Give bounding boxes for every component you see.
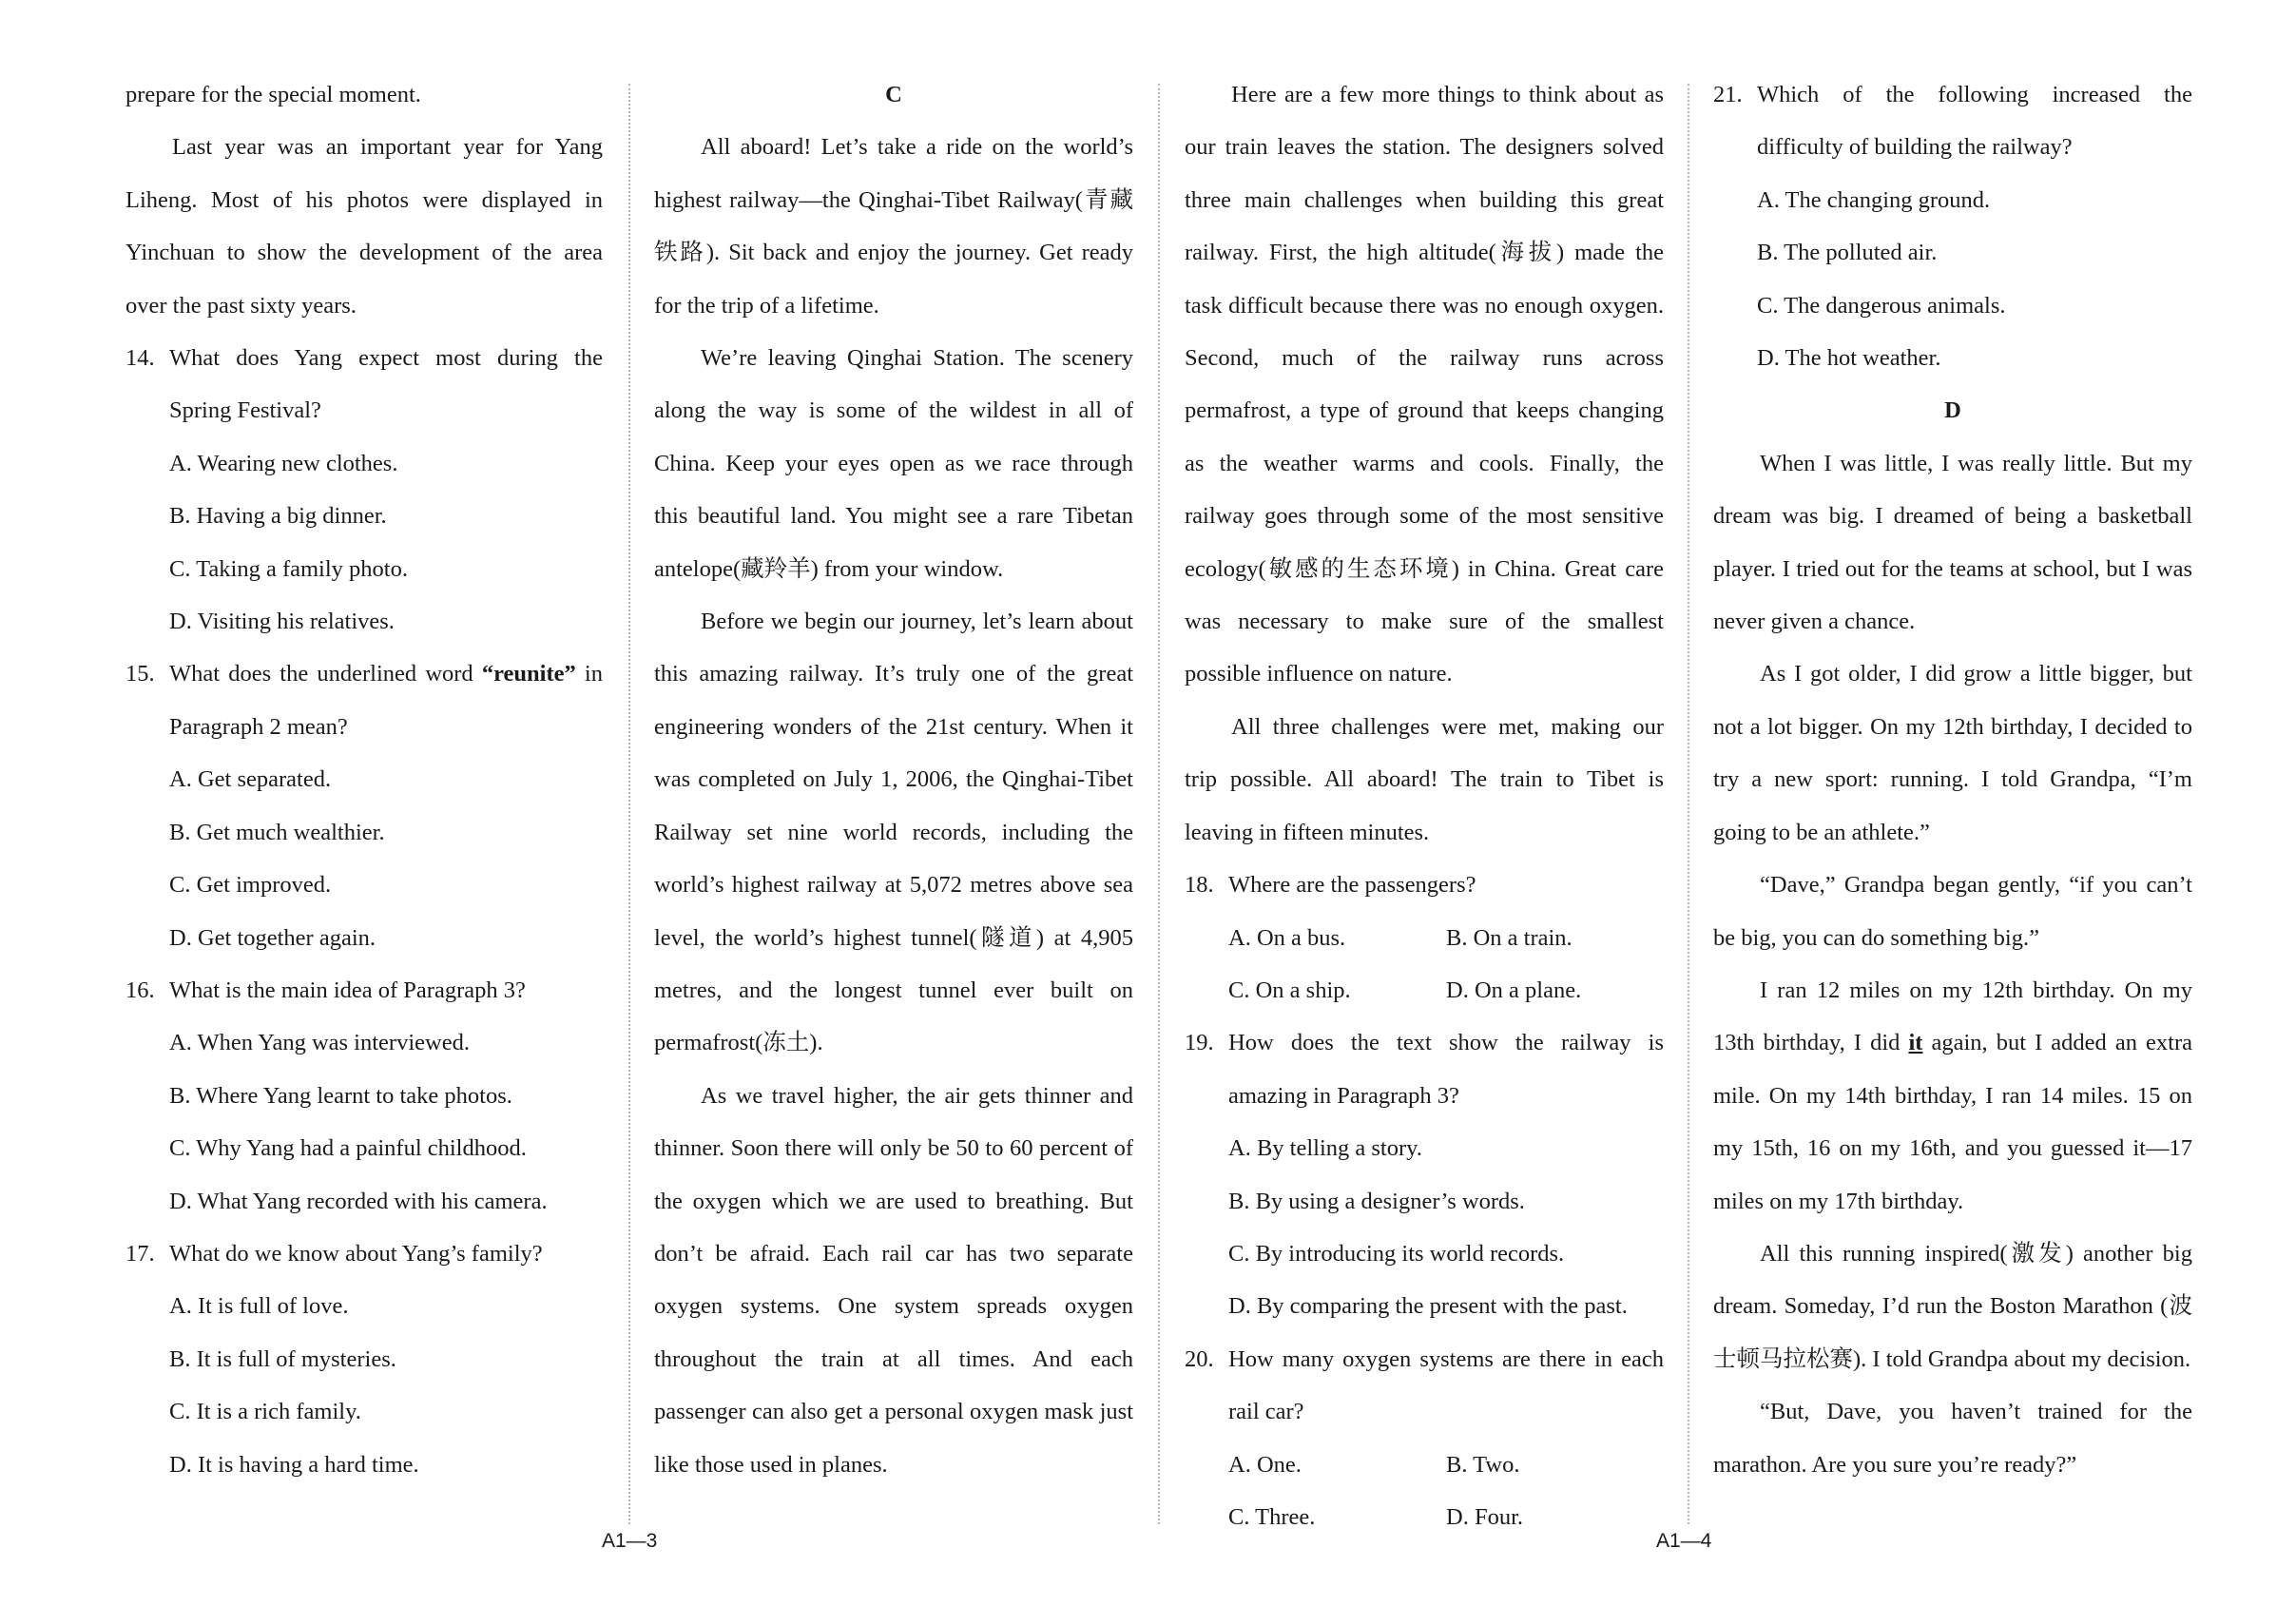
column-4 — [1713, 68, 2192, 1533]
question-text: How many oxygen systems are there in each rail car? — [1228, 1345, 1664, 1425]
option: C. Why Yang had a painful childhood. — [169, 1135, 527, 1162]
paragraph: “Dave,” Grandpa began gently, “if you can’t be big, you can do something big.” — [1713, 872, 2192, 951]
question-text: Where are the passengers? — [1228, 872, 1476, 899]
question-text: What does Yang expect most during the Spring Festival? — [169, 345, 603, 424]
option: D. Get together again. — [169, 924, 376, 951]
question-16 — [125, 964, 603, 1016]
option: A. By telling a story. — [1228, 1135, 1422, 1162]
question-number: 18. — [1185, 872, 1214, 899]
paragraph: As I got older, I did grow a little bigger, but not a lot bigger. On my 12th birthday, I decided to try a new sport: running. I told Grandpa, “I’m going to be an athlete.” — [1713, 661, 2192, 845]
option: D. The hot weather. — [1757, 345, 1941, 372]
option: C. On a ship. — [1228, 977, 1351, 1003]
paragraph — [1713, 964, 2192, 1228]
option: D. Visiting his relatives. — [169, 609, 395, 635]
page-number-right: A1—4 — [1656, 1530, 1712, 1552]
option: D. By comparing the present with the past. — [1228, 1293, 1628, 1320]
option: C. It is a rich family. — [169, 1399, 361, 1425]
underlined-word: “reunite” — [481, 661, 576, 687]
option-row — [1185, 1439, 1664, 1491]
option: D. Four. — [1446, 1503, 1524, 1530]
question-number: 21. — [1713, 82, 1743, 107]
option: B. The polluted air. — [1757, 240, 1938, 266]
option: D. It is having a hard time. — [169, 1451, 419, 1478]
paragraph: Here are a few more things to think about as our train leaves the station. The designers solved three main challenges when building this great railway. First, the high altitude(海拔) made the task difficult because there was no enough oxygen. Second, much of the railway runs across permafrost, a type of ground that keeps changing as the weather warms and cools. Finally, the railway goes through some of the most sensitive ecology(敏感的生态环境) in China. Great care was necessary to make sure of the smallest possible influence on nature. — [1185, 82, 1664, 687]
paragraph: Last year was an important year for Yang Liheng. Most of his photos were displayed in Yinchuan to show the development of the area over the past sixty years. — [125, 134, 603, 319]
option-row — [1185, 964, 1664, 1016]
column-3 — [1185, 68, 1664, 1533]
option: D. What Yang recorded with his camera. — [169, 1188, 548, 1214]
column-1 — [125, 68, 603, 1533]
section-heading: D — [1944, 397, 1961, 424]
column-2 — [654, 68, 1133, 1533]
question-number: 17. — [125, 1240, 155, 1267]
option: B. It is full of mysteries. — [169, 1345, 396, 1372]
question-number: 16. — [125, 977, 155, 1003]
page-number-left: A1—3 — [602, 1530, 658, 1552]
paragraph: “But, Dave, you haven’t trained for the marathon. Are you sure you’re ready?” — [1713, 1399, 2192, 1478]
column-divider — [1158, 84, 1160, 1524]
question-text — [169, 648, 603, 753]
question-text-part: What does the underlined word — [169, 661, 482, 687]
option: A. On a bus. — [1228, 924, 1346, 951]
option: D. On a plane. — [1446, 977, 1582, 1003]
option: B. By using a designer’s words. — [1228, 1188, 1525, 1214]
option-row — [1185, 912, 1664, 964]
column-divider — [1688, 84, 1689, 1524]
option: C. By introducing its world records. — [1228, 1240, 1565, 1267]
question-number: 19. — [1185, 1030, 1214, 1056]
section-heading: C — [885, 82, 902, 107]
question-number: 20. — [1185, 1345, 1214, 1372]
question-text: What is the main idea of Paragraph 3? — [169, 977, 526, 1003]
paragraph: Before we begin our journey, let’s learn about this amazing railway. It’s truly one of the great engineering wonders of the 21st century. When it was completed on July 1, 2006, the Qinghai-Tibet Railway set nine world records, including the world’s highest railway at 5,072 metres above sea level, the world’s highest tunnel(隧道) at 4,905 metres, and the longest tunnel ever built on permafrost(冻土). — [654, 609, 1133, 1056]
option: A. One. — [1228, 1451, 1302, 1478]
paragraph: When I was little, I was really little. But my dream was big. I dreamed of being a basketball player. I tried out for the teams at school, but I was never given a chance. — [1713, 450, 2192, 635]
option: B. Two. — [1446, 1451, 1520, 1478]
option: B. On a train. — [1446, 924, 1572, 951]
question-text: What do we know about Yang’s family? — [169, 1240, 543, 1267]
option: B. Where Yang learnt to take photos. — [169, 1082, 512, 1109]
question-number: 15. — [125, 661, 155, 687]
question-19 — [1185, 1016, 1664, 1122]
paragraph-part: again, but I added an extra mile. On my 14th birthday, I ran 14 miles. 15 on my 15th, 16 on my 16th, and you guessed it—17 miles on my 17th birthday. — [1713, 1030, 2193, 1214]
question-18 — [1185, 859, 1664, 911]
paragraph: We’re leaving Qinghai Station. The scenery along the way is some of the wildest in all of China. Keep your eyes open as we race through this beautiful land. You might see a rare Tibetan antelope(藏羚羊) from your window. — [654, 345, 1133, 582]
option: B. Get much wealthier. — [169, 819, 385, 845]
option: B. Having a big dinner. — [169, 503, 387, 530]
option: C. Taking a family photo. — [169, 555, 408, 582]
question-text-part: in Paragraph 2 mean? — [169, 661, 603, 740]
option: C. Get improved. — [169, 872, 332, 899]
paragraph-part: I ran 12 miles on my 12th birthday. On my 13th birthday, I did — [1713, 977, 2192, 1056]
underlined-word: it — [1908, 1030, 1923, 1056]
option: A. It is full of love. — [169, 1293, 349, 1320]
question-21 — [1713, 68, 2192, 174]
question-text: Which of the following increased the difficulty of building the railway? — [1757, 82, 2192, 161]
paragraph: As we travel higher, the air gets thinner and thinner. Soon there will only be 50 to 60 percent of the oxygen which we are used to breathing. But don’t be afraid. Each rail car has two separate oxygen systems. One system spreads oxygen throughout the train at all times. And each passenger can also get a personal oxygen mask just like those used in planes. — [654, 1082, 1133, 1478]
paragraph: All three challenges were met, making our trip possible. All aboard! The train to Tibet is leaving in fifteen minutes. — [1185, 713, 1664, 845]
question-20 — [1185, 1333, 1664, 1439]
column-divider — [628, 84, 630, 1524]
option: A. Wearing new clothes. — [169, 450, 398, 476]
paragraph: All aboard! Let’s take a ride on the world’s highest railway—the Qinghai-Tibet Railway(青藏铁路). Sit back and enjoy the journey. Get ready for the trip of a lifetime. — [654, 134, 1133, 319]
option: A. When Yang was interviewed. — [169, 1030, 470, 1056]
paragraph: prepare for the special moment. — [125, 82, 421, 107]
question-number: 14. — [125, 345, 155, 372]
paragraph: All this running inspired(激发) another big dream. Someday, I’d run the Boston Marathon (波士顿马拉松赛). I told Grandpa about my decision. — [1713, 1240, 2192, 1372]
question-14 — [125, 332, 603, 437]
option: A. Get separated. — [169, 766, 332, 793]
question-17 — [125, 1228, 603, 1280]
option: A. The changing ground. — [1757, 186, 1991, 213]
option: C. Three. — [1228, 1503, 1316, 1530]
option-row — [1185, 1491, 1664, 1543]
question-text: How does the text show the railway is amazing in Paragraph 3? — [1228, 1030, 1664, 1109]
question-15 — [125, 648, 603, 753]
option: C. The dangerous animals. — [1757, 292, 2006, 319]
